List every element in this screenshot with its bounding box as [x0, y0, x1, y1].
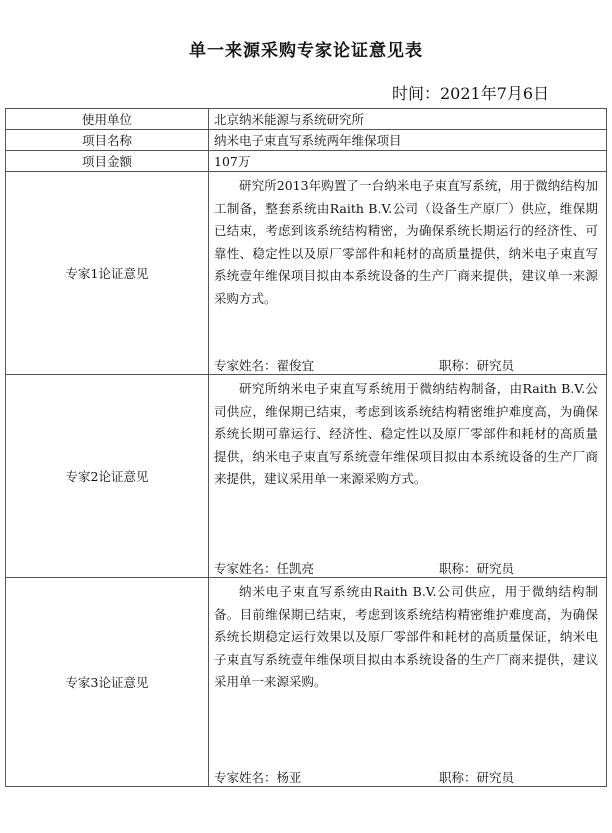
unit-label: 使用单位: [6, 109, 209, 130]
expert-3-signature: [214, 768, 594, 786]
expert-2-name: 专家姓名：任凯亮: [214, 561, 315, 576]
expert-3-title: 职称：研究员: [439, 770, 515, 785]
expert-1-title: 职称：研究员: [439, 358, 515, 373]
expert-3-opinion: 纳米电子束直写系统由Raith B.V.公司供应，用于微纳结构制备。目前维保期已结束，考虑到该系统结构精密维护难度高，为确保系统长期稳定运行效果以及原厂零部件和耗材的高质量保证，纳米电子束直写系统壹年维保项目拟由本系统设备的生产厂商来提供，建议采用单一来源采购。: [214, 584, 598, 689]
unit-value: 北京纳米能源与系统研究所: [209, 109, 607, 130]
expert-1-row: [6, 172, 607, 375]
table-row: [6, 151, 607, 172]
expert-2-opinion: 研究所纳米电子束直写系统用于微纳结构制备，由Raith B.V.公司供应，维保期已结束，考虑到该系统结构精密维护难度高，为确保系统长期可靠运行、经济性、稳定性以及原厂零部件和耗材的高质量提供，纳米电子束直写系统壹年维保项目拟由本系统设备的生产厂商来提供，建议采用单一来源采购方式。: [214, 381, 598, 486]
expert-3-opinion-cell: [209, 578, 607, 787]
table-row: [6, 130, 607, 151]
project-name-value: 纳米电子束直写系统两年维保项目: [209, 130, 607, 151]
project-amount-label: 项目金额: [6, 151, 209, 172]
expert-2-opinion-cell: [209, 375, 607, 578]
expert-1-opinion-cell: [209, 172, 607, 375]
expert-3-label: 专家3论证意见: [6, 578, 209, 787]
document-date: 时间：2021年7月6日: [392, 84, 550, 103]
expert-3-row: [6, 578, 607, 787]
project-name-label: 项目名称: [6, 130, 209, 151]
expert-2-title: 职称：研究员: [439, 561, 515, 576]
expert-1-signature: [214, 356, 594, 374]
expert-1-opinion: 研究所2013年购置了一台纳米电子束直写系统，用于微纳结构加工制备，整套系统由Raith B.V.公司（设备生产原厂）供应，维保期已结束，考虑到该系统结构精密，为确保系统长期运行的经济性、可靠性、稳定性以及原厂零部件和耗材的高质量提供，纳米电子束直写系统壹年维保项目拟由本系统设备的生产厂商来提供，建议单一来源采购方式。: [214, 178, 598, 306]
expert-1-name: 专家姓名：翟俊宜: [214, 358, 315, 373]
expert-3-name: 专家姓名：杨亚: [214, 770, 302, 785]
opinion-table: [5, 108, 607, 787]
expert-2-row: [6, 375, 607, 578]
document-title: 单一来源采购专家论证意见表: [189, 41, 423, 61]
project-amount-value: 107万: [209, 151, 607, 172]
table-row: [6, 109, 607, 130]
expert-2-label: 专家2论证意见: [6, 375, 209, 578]
expert-2-signature: [214, 559, 594, 577]
expert-1-label: 专家1论证意见: [6, 172, 209, 375]
